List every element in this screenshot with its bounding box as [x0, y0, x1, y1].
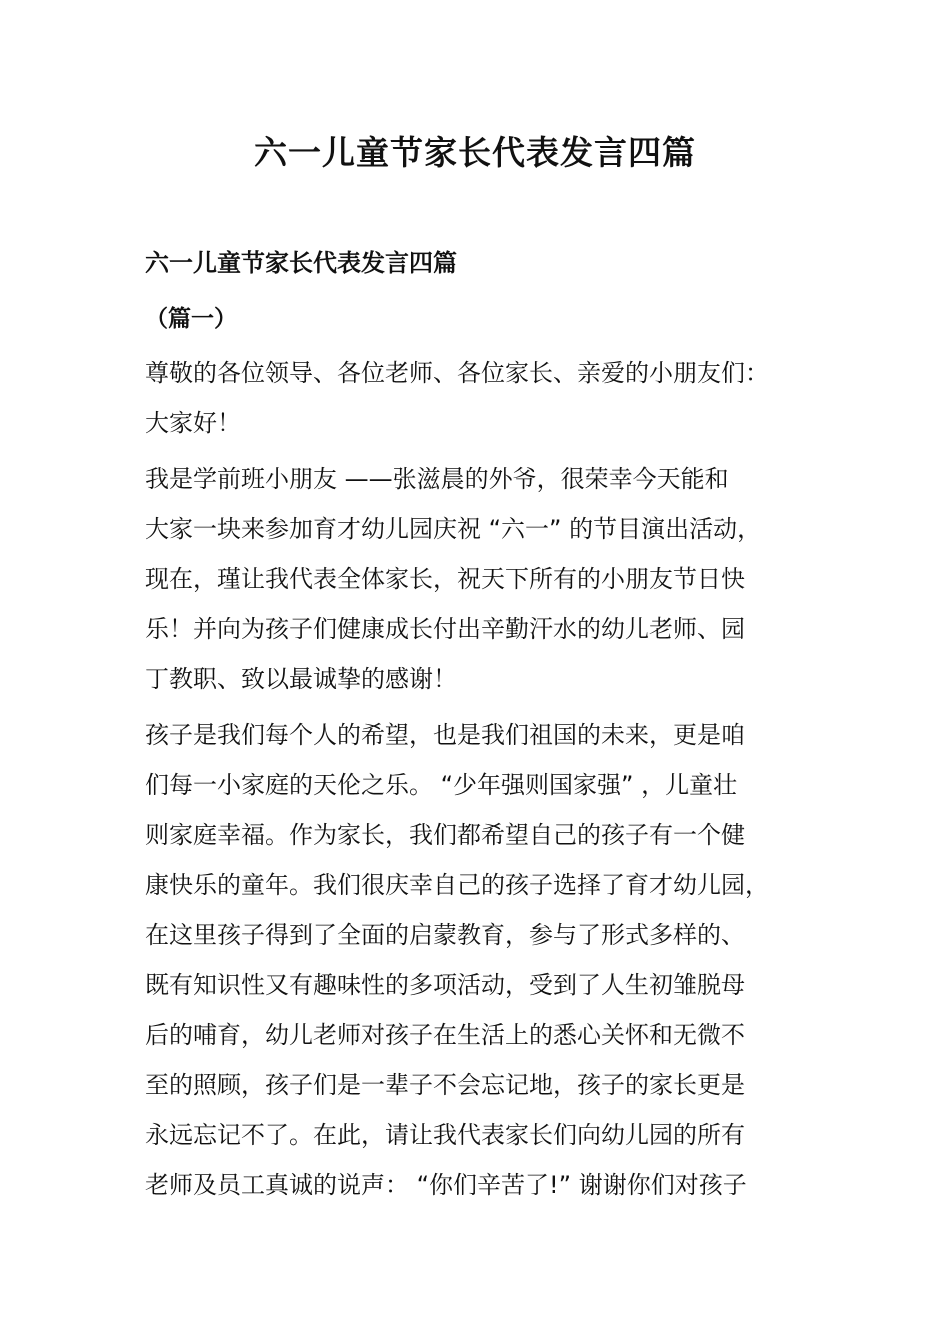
text-line: 丁教职、致以最诚挚的感谢！ — [145, 665, 457, 693]
text-line: 至的照顾，孩子们是一辈子不会忘记地，孩子的家长更是 — [145, 1071, 745, 1099]
paragraph — [145, 454, 815, 704]
document-title: 六一儿童节家长代表发言四篇 — [254, 133, 696, 172]
text-line: 后的哺育，幼儿老师对孩子在生活上的悉心关怀和无微不 — [145, 1021, 745, 1049]
text-line: 我是学前班小朋友 ——张滋晨的外爷，很荣幸今天能和 — [145, 465, 729, 493]
text-line: 康快乐的童年。我们很庆幸自己的孩子选择了育才幼儿园， — [145, 871, 769, 899]
text-line: 既有知识性又有趣味性的多项活动，受到了人生初雏脱母 — [145, 971, 745, 999]
text-line: 尊敬的各位领导、各位老师、各位家长、亲爱的小朋友们： — [145, 359, 769, 387]
text-line: 乐！并向为孩子们健康成长付出辛勤汗水的幼儿老师、园 — [145, 615, 745, 643]
section-label: （篇一） — [145, 306, 237, 332]
text-line: 大家好！ — [145, 409, 241, 437]
text-line: 孩子是我们每个人的希望，也是我们祖国的未来，更是咱 — [145, 721, 745, 749]
text-line: 则家庭幸福。作为家长，我们都希望自己的孩子有一个健 — [145, 821, 745, 849]
text-line: 们每一小家庭的天伦之乐。 “少年强则国家强” ，儿童壮 — [145, 771, 738, 799]
document-body — [145, 240, 815, 1210]
text-line: 在这里孩子得到了全面的启蒙教育，参与了形式多样的、 — [145, 921, 745, 949]
document-subtitle: 六一儿童节家长代表发言四篇 — [145, 249, 457, 277]
paragraph — [145, 710, 815, 1210]
text-line: 老师及员工真诚的说声： “你们辛苦了!” 谢谢你们对孩子 — [145, 1171, 747, 1199]
paragraph — [145, 348, 815, 448]
text-line: 大家一块来参加育才幼儿园庆祝 “六一” 的节目演出活动， — [145, 515, 762, 543]
text-line: 永远忘记不了。在此，请让我代表家长们向幼儿园的所有 — [145, 1121, 745, 1149]
text-line: 现在，瑾让我代表全体家长，祝天下所有的小朋友节日快 — [145, 565, 745, 593]
